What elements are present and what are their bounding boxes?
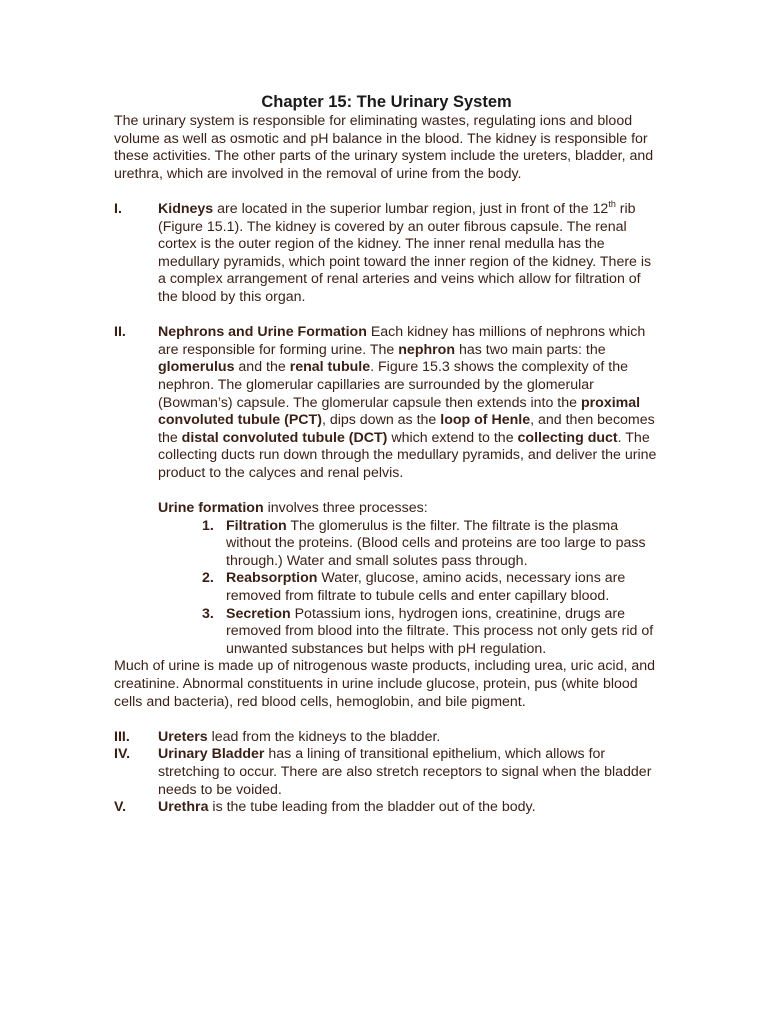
section-text: are located in the superior lumbar region, just in front of the 12 <box>213 200 609 217</box>
section-text: which extend to the <box>387 429 518 446</box>
section-text: lead from the kidneys to the bladder. <box>207 728 441 745</box>
section-text: involves three processes: <box>263 500 428 517</box>
term-pct: proximal convoluted tubule (PCT) <box>158 394 641 429</box>
spacer <box>114 711 659 729</box>
section-text: has two main parts: the <box>455 341 606 358</box>
page-title: Chapter 15: The Urinary System <box>261 93 512 111</box>
list-item <box>114 518 659 571</box>
list-item-body <box>226 570 659 605</box>
section-text: has a lining of transitional epithelium, which allows for stretching to occur. There are also stretch receptors to signal when the bladder needs to be voided. <box>158 746 652 798</box>
urine-composition-paragraph: Much of urine is made up of nitrogenous waste products, including urea, uric acid, and creatinine. Abnormal constituents in urine include glucose, protein, pus (white blood cells and bacteria), red blood cells, hemoglobin, and bile pigment. <box>114 658 656 710</box>
section-urinary-bladder <box>114 746 659 799</box>
section-text: is the tube leading from the bladder out of the body. <box>208 799 536 816</box>
term-loop-of-henle: loop of Henle <box>440 412 531 429</box>
term-collecting-duct: collecting duct <box>517 429 618 446</box>
intro-paragraph: The urinary system is responsible for eliminating wastes, regulating ions and blood volume as well as osmotic and pH balance in the blood. The kidney is responsible for these activities. The other parts of the urinary system include the ureters, bladder, and urethra, which are involved in the removal of urine from the body. <box>114 113 654 182</box>
section-numeral: IV. <box>114 746 131 763</box>
section-body <box>158 746 659 799</box>
term-urinary-bladder: Urinary Bladder <box>158 746 265 763</box>
section-nephrons <box>114 324 659 482</box>
section-body <box>158 799 659 817</box>
superscript-th: th <box>608 198 616 209</box>
list-item-text: Water, glucose, amino acids, necessary ions are removed from filtrate to tubule cells and enter capillary blood. <box>226 570 626 605</box>
section-text: and the <box>234 359 290 376</box>
section-body <box>158 198 659 307</box>
list-item-text: Potassium ions, hydrogen ions, creatinine, drugs are removed from blood into the filtrate. This process not only gets rid of unwanted substances but helps with pH regulation. <box>226 605 654 657</box>
spacer <box>114 482 659 500</box>
urine-formation-list <box>114 518 659 659</box>
section-ureters <box>114 729 659 747</box>
section-body <box>158 729 659 747</box>
section-numeral: V. <box>114 799 127 816</box>
list-number: 1. <box>202 517 214 534</box>
section-text: , dips down as the <box>321 412 441 429</box>
term-nephrons-urine-formation: Nephrons and Urine Formation <box>158 324 367 341</box>
term-secretion: Secretion <box>226 605 291 622</box>
section-numeral: II. <box>114 324 126 341</box>
term-nephron: nephron <box>398 341 456 358</box>
list-item <box>114 570 659 605</box>
term-dct: distal convoluted tubule (DCT) <box>181 429 388 446</box>
term-glomerulus: glomerulus <box>158 359 235 376</box>
term-kidneys: Kidneys <box>158 200 214 217</box>
section-text: , and then becomes the <box>158 412 655 446</box>
section-kidneys <box>114 198 659 307</box>
section-text: . Figure 15.3 shows the complexity of the nephron. The glomerular capillaries are surrounded by the glomerular (Bowman’s) capsule. The glomerular capsule then extends into the <box>158 359 628 411</box>
list-number: 3. <box>202 605 214 622</box>
list-number: 2. <box>202 570 214 587</box>
term-filtration: Filtration <box>226 517 287 534</box>
section-text: . The collecting ducts run down through the medullary pyramids, and deliver the urine product to the calyces and renal pelvis. <box>158 429 657 481</box>
list-item-body <box>226 518 659 571</box>
term-reabsorption: Reabsorption <box>226 570 318 587</box>
spacer <box>114 183 659 201</box>
term-renal-tubule: renal tubule <box>289 359 371 376</box>
section-text: rib (Figure 15.1). The kidney is covered by an outer fibrous capsule. The renal cortex is the outer region of the kidney. The inner renal medulla has the medullary pyramids, which point toward the inner region of the kidney. There is a complex arrangement of renal arteries and veins which allow for filtration of the blood by this organ. <box>158 200 652 305</box>
section-urethra <box>114 799 659 817</box>
spacer <box>114 307 659 325</box>
list-item-text: The glomerulus is the filter. The filtrate is the plasma without the proteins. (Blood cells and proteins are too large to pass through.) Water and small solutes pass through. <box>226 517 646 569</box>
document-page <box>114 93 659 817</box>
urine-formation-intro <box>114 500 659 518</box>
section-body <box>158 324 659 482</box>
list-item <box>114 606 659 659</box>
term-urine-formation: Urine formation <box>158 500 264 517</box>
list-item-body <box>226 606 659 659</box>
term-ureters: Ureters <box>158 728 208 745</box>
section-numeral: I. <box>114 200 122 217</box>
section-numeral: III. <box>114 728 130 745</box>
section-text: Each kidney has millions of nephrons which are responsible for forming urine. The <box>158 324 646 358</box>
term-urethra: Urethra <box>158 799 209 816</box>
